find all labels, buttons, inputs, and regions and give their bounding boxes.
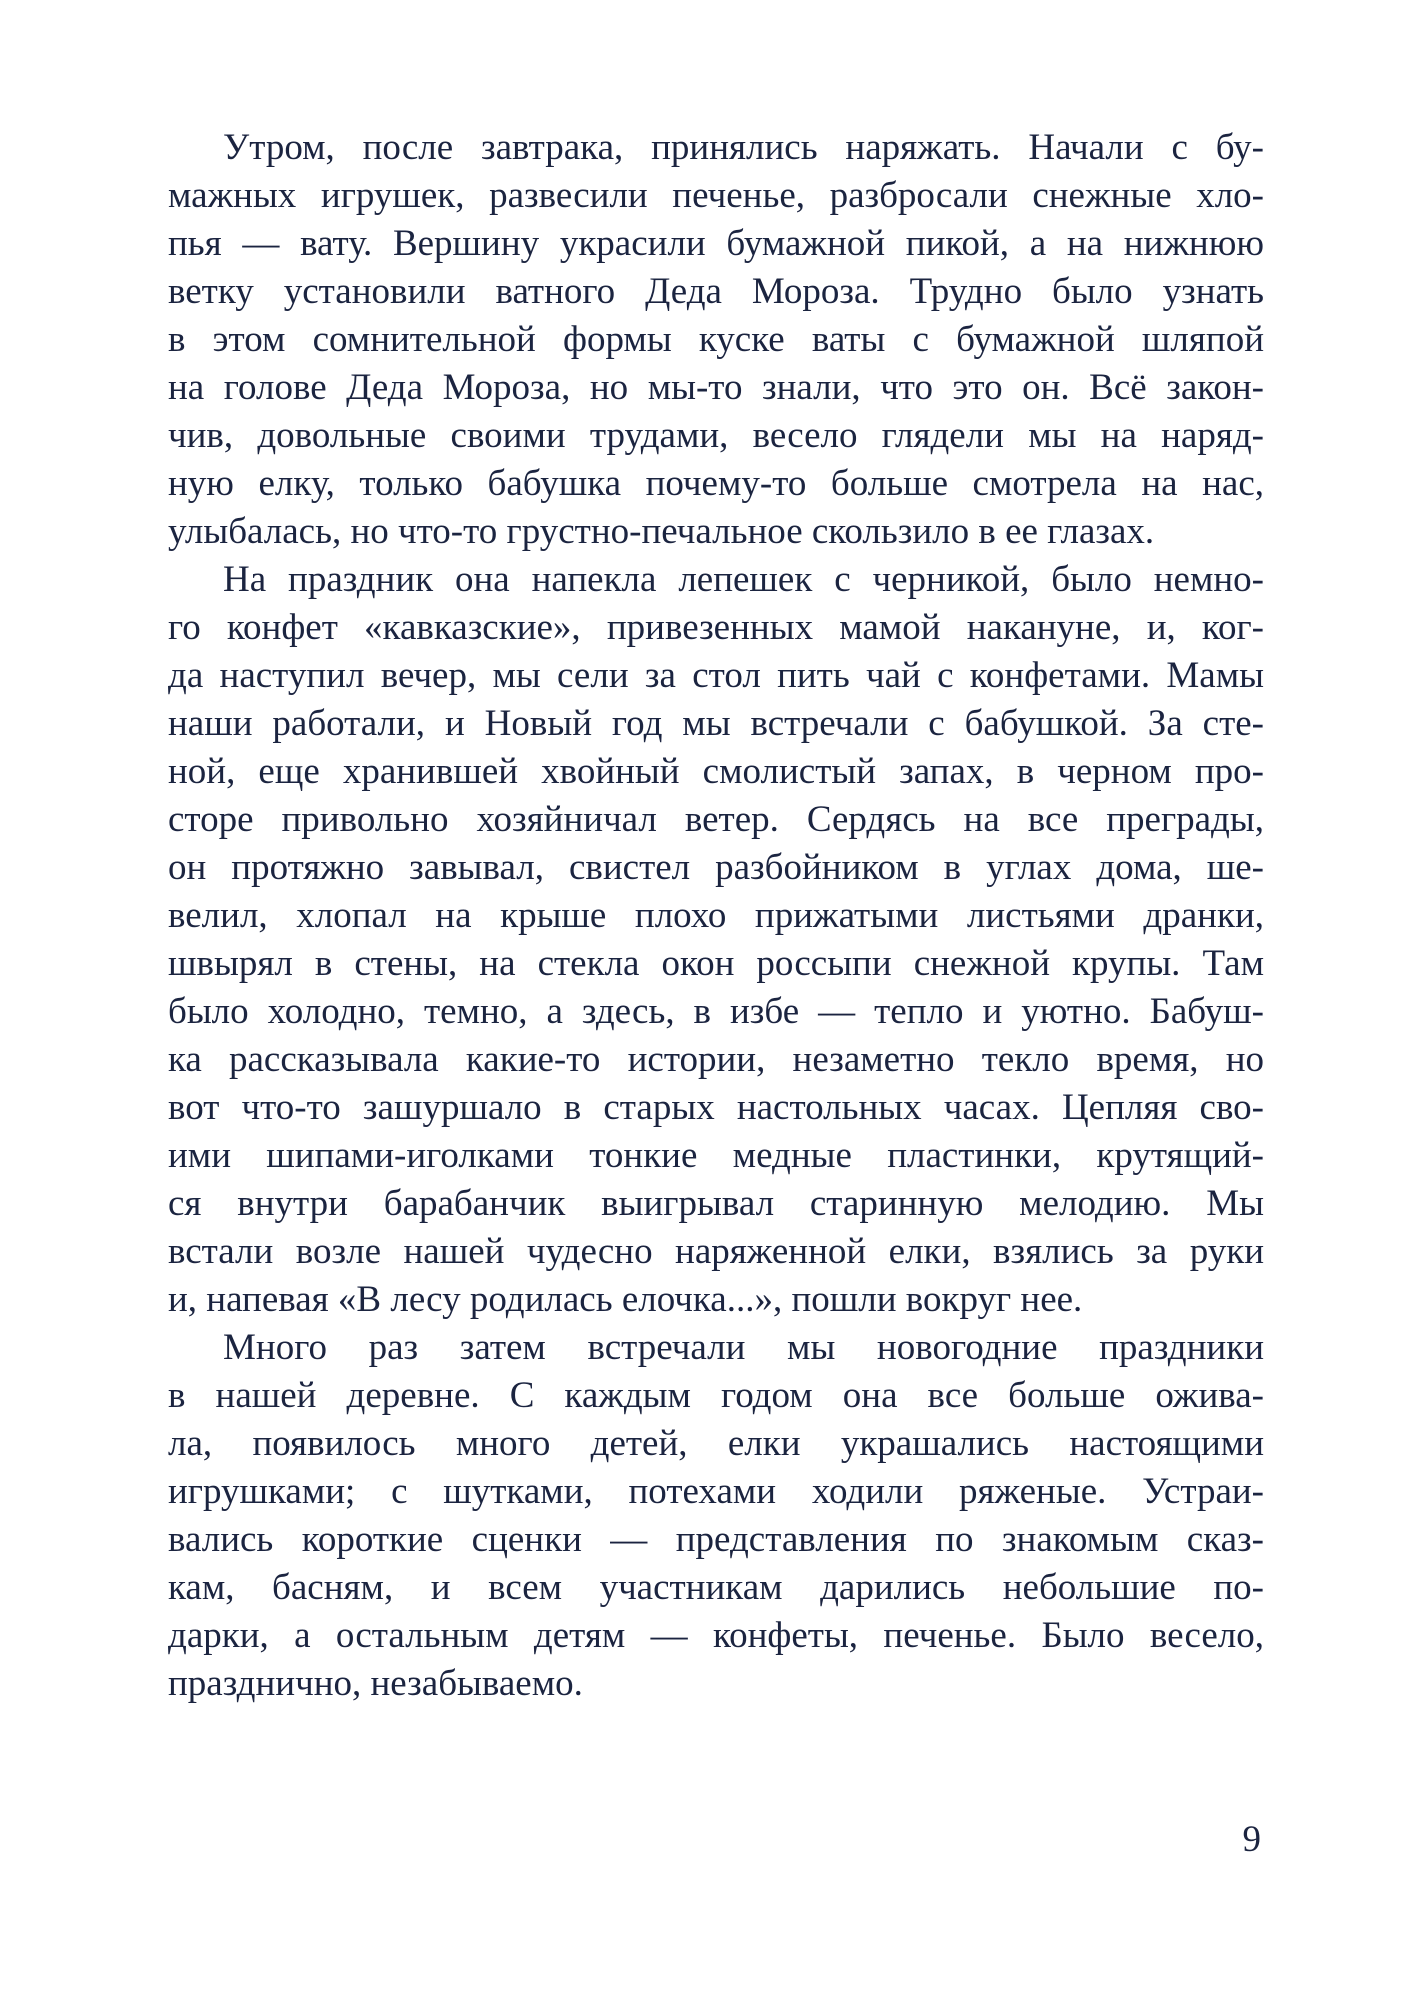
text-line: наши работали, и Новый год мы встречали с бабушкой. За сте- (168, 703, 1264, 744)
page-number: 9 (1242, 1819, 1261, 1860)
text-line: и, напевая «В лесу родилась елочка...», пошли вокруг нее. (168, 1279, 1083, 1320)
text-line: швырял в стены, на стекла окон россыпи снежной крупы. Там (168, 943, 1264, 984)
text-line: да наступил вечер, мы сели за стол пить чай с конфетами. Мамы (168, 655, 1264, 696)
text-line: дарки, а остальным детям — конфеты, печенье. Было весело, (168, 1615, 1264, 1656)
text-line: было холодно, темно, а здесь, в избе — тепло и уютно. Бабуш- (168, 991, 1264, 1032)
text-line: ной, еще хранившей хвойный смолистый запах, в черном про- (168, 751, 1264, 792)
text-line: ся внутри барабанчик выигрывал старинную мелодию. Мы (168, 1183, 1264, 1224)
text-line: в этом сомнительной формы куске ваты с бумажной шляпой (168, 319, 1264, 360)
text-line: он протяжно завывал, свистел разбойником в углах дома, ше- (168, 847, 1264, 888)
text-line: чив, довольные своими трудами, весело глядели мы на наряд- (168, 415, 1264, 456)
text-line: ка рассказывала какие-то истории, незаметно текло время, но (168, 1039, 1264, 1080)
text-line: Много раз затем встречали мы новогодние праздники (223, 1327, 1264, 1368)
text-line: празднично, незабываемо. (168, 1663, 583, 1704)
text-line: мажных игрушек, развесили печенье, разбросали снежные хло- (168, 175, 1264, 216)
text-line: игрушками; с шутками, потехами ходили ряженые. Устраи- (168, 1471, 1264, 1512)
paragraph (168, 1324, 1264, 1708)
text-line: На праздник она напекла лепешек с черникой, было немно- (223, 559, 1264, 600)
text-line: ла, появилось много детей, елки украшались настоящими (168, 1423, 1264, 1464)
text-line: сторе привольно хозяйничал ветер. Сердясь на все преграды, (168, 799, 1264, 840)
paragraph (168, 124, 1264, 556)
text-line: вот что-то зашуршало в старых настольных часах. Цепляя сво- (168, 1087, 1264, 1128)
text-line: ими шипами-иголками тонкие медные пластинки, крутящий- (168, 1135, 1264, 1176)
text-line: ветку установили ватного Деда Мороза. Трудно было узнать (168, 271, 1264, 312)
text-line: кам, басням, и всем участникам дарились небольшие по- (168, 1567, 1264, 1608)
paragraph (168, 556, 1264, 1324)
text-line: в нашей деревне. С каждым годом она все больше ожива- (168, 1375, 1264, 1416)
text-line: велил, хлопал на крыше плохо прижатыми листьями дранки, (168, 895, 1264, 936)
text-line: вались короткие сценки — представления по знакомым сказ- (168, 1519, 1264, 1560)
text-line: на голове Деда Мороза, но мы-то знали, что это он. Всё закон- (168, 367, 1264, 408)
text-line: пья — вату. Вершину украсили бумажной пикой, а на нижнюю (168, 223, 1264, 264)
text-line: ную елку, только бабушка почему-то больше смотрела на нас, (168, 463, 1264, 504)
text-line: го конфет «кавказские», привезенных мамой накануне, и, ког- (168, 607, 1264, 648)
body-text (168, 124, 1264, 1708)
text-line: улыбалась, но что-то грустно-печальное скользило в ее глазах. (168, 511, 1155, 552)
text-line: Утром, после завтрака, принялись наряжать. Начали с бу- (223, 127, 1264, 168)
text-line: встали возле нашей чудесно наряженной елки, взялись за руки (168, 1231, 1264, 1272)
